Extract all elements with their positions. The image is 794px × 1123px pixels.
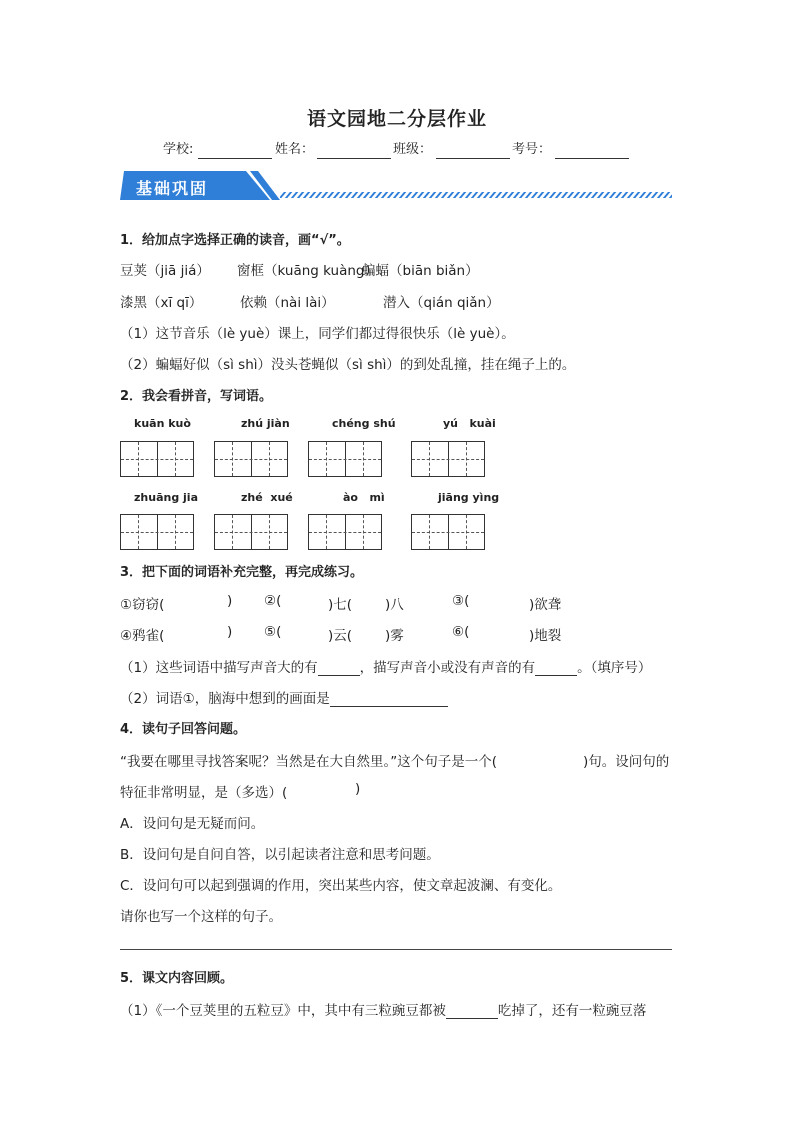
q4-line-1b: )句。设问句的 — [583, 754, 670, 770]
q1-item: 豆荚（jiā jiá） — [120, 263, 210, 279]
q1-item: 窗框（kuāng kuàng） — [237, 263, 379, 279]
answer-blank[interactable] — [330, 692, 448, 707]
q1-sentence-1: （1）这节音乐（lè yuè）课上，同学们都过得很快乐（lè yuè）。 — [120, 326, 515, 342]
number-field[interactable] — [555, 140, 629, 159]
q4-line-2a: 特征非常明显，是（多选）( — [120, 785, 288, 801]
q4-option-b: B．设问句是自问自答，以引起读者注意和思考问题。 — [120, 847, 440, 863]
writing-grid[interactable] — [411, 514, 485, 550]
page-title: 语文园地二分层作业 — [306, 108, 487, 130]
pinyin-label: zhú jiàn — [241, 417, 290, 430]
idiom-fragment: ) — [227, 624, 233, 640]
q1-item: 依赖（nài lài） — [240, 295, 335, 311]
q2-heading: 2．我会看拼音，写词语。 — [120, 389, 273, 404]
q1-sentence-2: （2）蝙蝠好似（sì shì）没头苍蝇似（sì shì）的到处乱撞，挂在绳子上的。 — [120, 357, 576, 373]
idiom-fragment: ⑤( — [264, 624, 282, 640]
pinyin-label: zhé xué — [241, 491, 293, 504]
writing-grid[interactable] — [308, 441, 382, 477]
q3-sub-2 — [120, 687, 448, 707]
idiom-fragment: ②( — [264, 593, 282, 609]
answer-line[interactable] — [120, 949, 672, 950]
idiom-fragment: )地裂 — [529, 628, 562, 644]
banner-hatch — [280, 192, 672, 198]
q3-sub-1-text-a: （1）这些词语中描写声音大的有 — [120, 660, 318, 676]
q5-line-1a: （1）《一个豆荚里的五粒豆》中，其中有三粒豌豆都被 — [120, 1003, 446, 1019]
idiom-fragment: ①窃窃( — [120, 597, 165, 613]
banner-label: 基础巩固 — [136, 179, 209, 198]
idiom-fragment: )云( — [328, 628, 353, 644]
pinyin-label: kuān kuò — [134, 417, 191, 430]
q5-line-1b: 吃掉了，还有一粒豌豆落 — [497, 1003, 647, 1019]
q3-heading: 3．把下面的词语补充完整，再完成练习。 — [120, 565, 364, 580]
answer-blank[interactable] — [446, 1004, 498, 1019]
q4-prompt: 请你也写一个这样的句子。 — [120, 909, 282, 925]
name-label: 姓名： — [275, 142, 315, 157]
q4-option-c: C．设问句可以起到强调的作用，突出某些内容，使文章起波澜、有变化。 — [120, 878, 562, 894]
idiom-fragment: ③( — [452, 593, 470, 609]
idiom-fragment: ⑥( — [452, 624, 470, 640]
idiom-fragment: )欲聋 — [529, 597, 562, 613]
q4-heading: 4．读句子回答问题。 — [120, 722, 247, 737]
answer-blank[interactable] — [318, 661, 360, 676]
writing-grid[interactable] — [411, 441, 485, 477]
q5-line-1 — [120, 999, 646, 1019]
pinyin-label: yú kuài — [443, 417, 496, 430]
pinyin-label: jiāng yìng — [438, 491, 500, 504]
q3-sub-1-text-c: 。（填序号） — [577, 660, 652, 676]
q1-item: 漆黑（xī qī） — [120, 295, 203, 311]
writing-grid[interactable] — [214, 441, 288, 477]
q3-sub-2-text: （2）词语①，脑海中想到的画面是 — [120, 691, 330, 707]
school-label: 学校: — [163, 142, 194, 157]
number-label: 考号： — [512, 142, 552, 157]
q1-item: 蝙蝠（biān biǎn） — [362, 263, 479, 279]
q4-option-a: A．设问句是无疑而问。 — [120, 816, 265, 832]
pinyin-label: zhuāng jia — [134, 491, 198, 504]
idiom-fragment: )八 — [385, 597, 404, 613]
q3-sub-1-text-b: ，描写声音小或没有声音的有 — [359, 660, 536, 676]
writing-grid[interactable] — [120, 441, 194, 477]
q4-line-2b: ) — [355, 781, 361, 797]
class-label: 班级： — [393, 142, 433, 157]
writing-grid[interactable] — [120, 514, 194, 550]
school-field[interactable] — [198, 140, 272, 159]
q4-line-1a: “我要在哪里寻找答案呢？当然是在大自然里。”这个句子是一个( — [120, 754, 498, 770]
answer-blank[interactable] — [535, 661, 577, 676]
idiom-fragment: )七( — [328, 597, 353, 613]
q3-sub-1 — [120, 656, 651, 676]
idiom-fragment: ) — [227, 593, 233, 609]
name-field[interactable] — [317, 140, 391, 159]
writing-grid[interactable] — [308, 514, 382, 550]
pinyin-label: ào mì — [343, 491, 385, 504]
q5-heading: 5．课文内容回顾。 — [120, 971, 234, 986]
idiom-fragment: )雾 — [385, 628, 404, 644]
q1-heading: 1．给加点字选择正确的读音，画“√”。 — [120, 233, 350, 248]
writing-grid[interactable] — [214, 514, 288, 550]
idiom-fragment: ④鸦雀( — [120, 628, 165, 644]
class-field[interactable] — [436, 140, 510, 159]
q1-item: 潜入（qián qiǎn） — [383, 295, 500, 311]
pinyin-label: chéng shú — [332, 417, 396, 430]
